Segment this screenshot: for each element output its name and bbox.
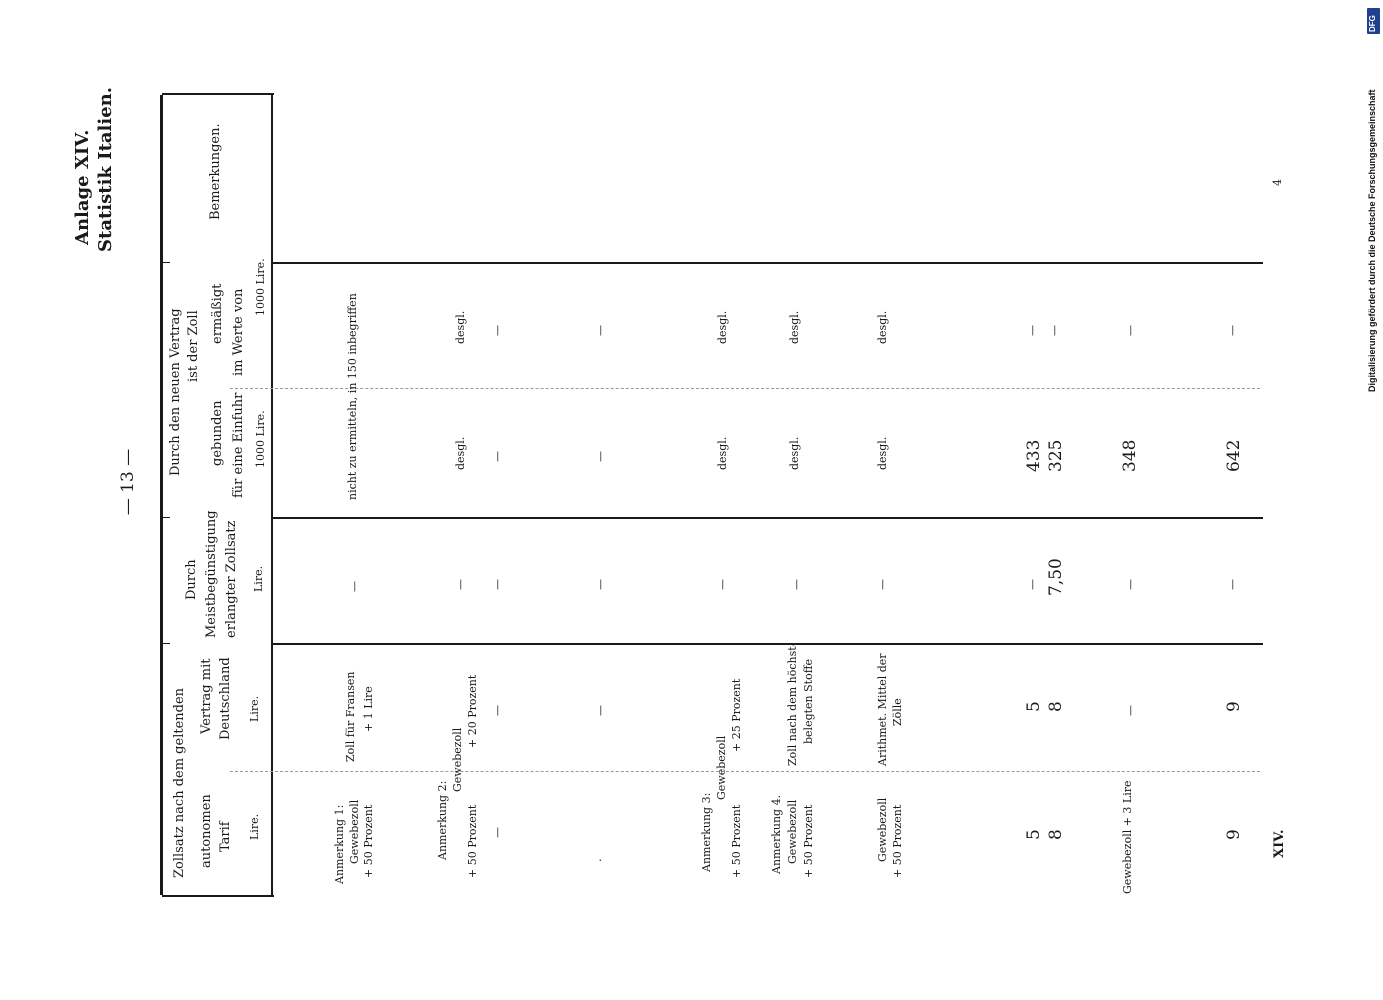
r4-treaty: —	[594, 705, 607, 716]
r10-bound: 348	[1120, 439, 1140, 472]
header-autonomous-unit: Lire.	[248, 813, 261, 840]
r7-bound: desgl.	[876, 436, 889, 470]
r11-auto: 9	[1224, 829, 1244, 840]
r6-bound: desgl.	[788, 436, 801, 470]
r4-auto: ·	[594, 858, 607, 862]
header-mfn-unit: Lire.	[252, 565, 265, 592]
r10-auto: Gewebezoll + 3 Lire	[1121, 780, 1134, 894]
header-group-current: Zollsatz nach dem geltenden	[172, 687, 187, 878]
r8-reduced: —	[1026, 325, 1039, 336]
r1-treaty-b: + 1 Lire	[362, 686, 375, 732]
r2-bound: desgl.	[454, 436, 467, 470]
r2-auto-a: Anmerkung 2:	[436, 780, 449, 860]
r9-mfn: 7,50	[1046, 558, 1066, 596]
r8-bound: 433	[1024, 439, 1044, 472]
r6-auto-b: Gewebezoll	[786, 799, 799, 864]
r7-mfn: —	[876, 579, 889, 590]
r11-bound: 642	[1224, 439, 1244, 472]
dfg-badge: DFG	[1367, 8, 1380, 34]
header-import-phrase-a: für eine Einfuhr	[231, 392, 246, 498]
r7-reduced: desgl.	[876, 310, 889, 344]
header-treaty-unit: Lire.	[248, 695, 261, 722]
r6-reduced: desgl.	[788, 310, 801, 344]
r4-bound: —	[594, 451, 607, 462]
page-number: — 13 —	[118, 448, 138, 516]
r6-mfn: —	[790, 579, 803, 590]
header-treaty-l2: Deutschland	[218, 657, 233, 740]
r5-mfn: —	[716, 579, 729, 590]
funding-note: Digitalisierung gefördert durch die Deutsche Forschungsgemeinschaft	[1367, 89, 1377, 392]
header-import-phrase-b: im Werte von	[231, 288, 246, 376]
header-mfn-l3: erlangter Zollsatz	[224, 520, 239, 638]
r3-treaty: —	[491, 705, 504, 716]
r10-mfn: —	[1124, 579, 1137, 590]
header-bound: gebunden	[210, 400, 225, 466]
header-reduced: ermäßigt	[210, 283, 225, 344]
header-reduced-unit: 1000 Lire.	[254, 258, 267, 316]
appendix-subtitle: Statistik Italien.	[95, 86, 116, 252]
r4-reduced: —	[594, 325, 607, 336]
header-autonomous-l1: autonomen	[199, 794, 214, 868]
r11-reduced: —	[1226, 325, 1239, 336]
r9-reduced: —	[1048, 325, 1061, 336]
r1-mfn: —	[348, 581, 361, 592]
header-mfn-l1: Durch	[184, 559, 199, 600]
r11-treaty: 9	[1224, 701, 1244, 712]
r3-auto: —	[491, 827, 504, 838]
r2-auto-b: Gewebezoll	[451, 727, 464, 792]
r2-reduced: desgl.	[454, 310, 467, 344]
r3-bound: —	[491, 451, 504, 462]
header-new-treaty-l1: Durch den neuen Vertrag	[168, 308, 183, 476]
r9-treaty: 8	[1046, 701, 1066, 712]
r3-mfn: —	[491, 579, 504, 590]
r7-auto-a: Gewebezoll	[876, 797, 889, 862]
r5-reduced: desgl.	[716, 310, 729, 344]
header-new-treaty-l2: ist der Zoll	[186, 310, 201, 382]
r1-treaty-a: Zoll für Fransen	[344, 671, 357, 762]
corner-number: 4	[1271, 179, 1284, 186]
r2-auto-c: + 50 Prozent	[466, 804, 479, 878]
r1-new: nicht zu ermitteln, in 150 inbegriffen	[346, 293, 359, 500]
r6-treaty-a: Zoll nach dem höchst-	[786, 642, 799, 766]
r9-bound: 325	[1046, 439, 1066, 472]
r9-auto: 8	[1046, 829, 1066, 840]
r8-mfn: —	[1026, 579, 1039, 590]
r5-bound: desgl.	[716, 436, 729, 470]
r6-treaty-b: belegten Stoffe	[802, 658, 815, 744]
r1-auto-c: + 50 Prozent	[362, 804, 375, 878]
header-treaty-l1: Vertrag mit	[199, 658, 214, 734]
r6-auto-a: Anmerkung 4.	[770, 794, 783, 874]
r10-treaty: —	[1124, 705, 1137, 716]
header-bound-unit: 1000 Lire.	[254, 410, 267, 468]
r4-mfn: —	[594, 579, 607, 590]
r8-auto: 5	[1024, 829, 1044, 840]
r7-auto-b: + 50 Prozent	[891, 804, 904, 878]
r6-auto-c: + 50 Prozent	[802, 804, 815, 878]
r1-auto-a: Anmerkung 1:	[333, 804, 346, 884]
bottom-marker: XIV.	[1272, 829, 1287, 858]
r5-treaty: + 25 Prozent	[730, 678, 743, 752]
header-remarks: Bemerkungen.	[208, 123, 223, 220]
r1-auto-b: Gewebezoll	[348, 799, 361, 864]
header-autonomous-l2: Tarif	[218, 821, 233, 852]
r2-mfn: —	[454, 579, 467, 590]
header-mfn-l2: Meistbegünstigung	[204, 510, 219, 638]
r10-reduced: —	[1124, 325, 1137, 336]
r5-auto-c: + 50 Prozent	[730, 804, 743, 878]
r11-mfn: —	[1226, 579, 1239, 590]
r7-treaty-a: Arithmet. Mittel der	[876, 653, 889, 766]
r5-auto-b: Gewebezoll	[715, 735, 728, 800]
r7-treaty-b: Zölle	[891, 698, 904, 726]
appendix-title: Anlage XIV.	[72, 129, 93, 245]
r3-reduced: —	[491, 325, 504, 336]
r5-auto-a: Anmerkung 3:	[700, 792, 713, 872]
r2-treaty: + 20 Prozent	[466, 674, 479, 748]
r8-treaty: 5	[1024, 701, 1044, 712]
